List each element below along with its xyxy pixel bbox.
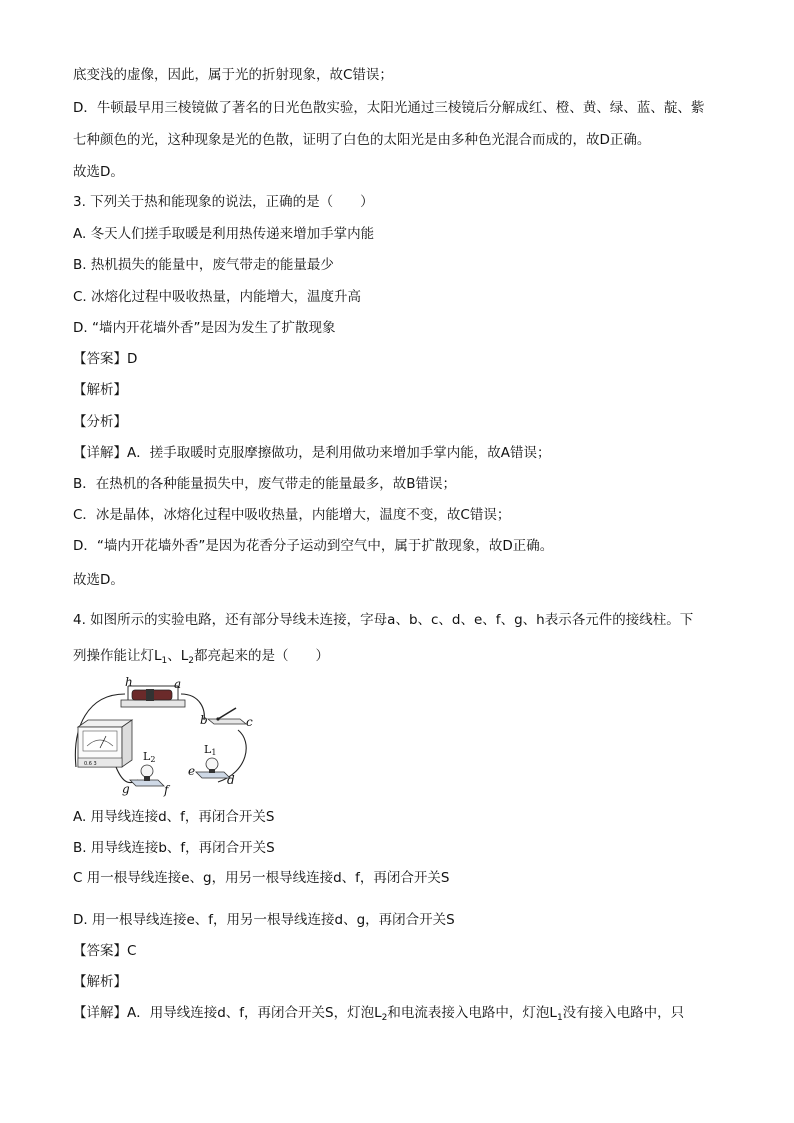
question-4-stem: 4. 如图所示的实验电路，还有部分导线未连接，字母a、b、c、d、e、f、g、h表示各元件的接线柱。下 xyxy=(73,612,694,628)
terminal-e-label: e xyxy=(188,764,196,778)
terminal-h-label: h xyxy=(125,675,133,689)
circuit-diagram xyxy=(68,672,268,797)
ammeter xyxy=(78,720,132,767)
text-line: D．牛顿最早用三棱镜做了著名的日光色散实验，太阳光通过三棱镜后分解成红、橙、黄、绿、蓝、靛、紫 xyxy=(73,100,705,116)
terminal-g-label: g xyxy=(122,782,130,796)
question-4-stem-line2: 列操作能让灯$L_1$、$L_2$都亮起来的是（ ） xyxy=(73,648,330,666)
option-b: B. 热机损失的能量中，废气带走的能量最少 xyxy=(73,257,334,273)
option-c: C. 冰熔化过程中吸收热量，内能增大，温度升高 xyxy=(73,289,362,305)
detail-line: 【详解】A．用导线连接d、f，再闭合开关S，灯泡$L_2$和电流表接入电路中，灯泡$L_1$没有接入电路中，只 xyxy=(73,1005,685,1023)
terminal-b-label: b xyxy=(200,713,208,727)
text-line: 七种颜色的光，这种现象是光的色散，证明了白色的太阳光是由多种色光混合而成的，故D正确。 xyxy=(73,132,651,148)
terminal-f-label: f xyxy=(164,783,169,797)
option-c: C 用一根导线连接e、g，用另一根导线连接d、f，再闭合开关S xyxy=(73,870,450,886)
terminal-a-label: a xyxy=(174,677,182,691)
terminal-c-label: c xyxy=(246,715,253,729)
option-d: D. 用一根导线连接e、f，用另一根导线连接d、g，再闭合开关S xyxy=(73,912,455,928)
option-b: B. 用导线连接b、f，再闭合开关S xyxy=(73,840,275,856)
analysis-sub-label: 【分析】 xyxy=(73,414,127,430)
text-line: 底变浅的虚像，因此，属于光的折射现象，故C错误； xyxy=(73,67,393,83)
bulb-l1 xyxy=(196,758,230,778)
l2-label: L2 xyxy=(143,750,156,764)
answer-label: 【答案】C xyxy=(73,943,137,959)
meter-scale: 0.6 3 xyxy=(84,761,97,767)
analysis-label: 【解析】 xyxy=(73,974,127,990)
detail-line: B．在热机的各种能量损失中，废气带走的能量最多，故B错误； xyxy=(73,476,457,492)
analysis-label: 【解析】 xyxy=(73,382,127,398)
option-a: A. 冬天人们搓手取暖是利用热传递来增加手掌内能 xyxy=(73,226,375,242)
option-d: D. “墙内开花墙外香”是因为发生了扩散现象 xyxy=(73,320,336,336)
detail-line: 【详解】A．搓手取暖时克服摩擦做功，是利用做功来增加手掌内能，故A错误； xyxy=(73,445,551,461)
option-a: A. 用导线连接d、f，再闭合开关S xyxy=(73,809,275,825)
switch-s xyxy=(208,708,246,724)
text-line: 故选D。 xyxy=(73,164,124,180)
bulb-l2 xyxy=(130,765,164,786)
l1-label: L1 xyxy=(204,743,217,757)
detail-line: C．冰是晶体，冰熔化过程中吸收热量，内能增大，温度不变，故C错误； xyxy=(73,507,511,523)
question-3-stem: 3. 下列关于热和能现象的说法，正确的是（ ） xyxy=(73,194,374,210)
terminal-d-label: d xyxy=(227,773,235,787)
detail-line: D．“墙内开花墙外香”是因为花香分子运动到空气中，属于扩散现象，故D正确。 xyxy=(73,538,554,554)
text-line: 故选D。 xyxy=(73,572,124,588)
answer-label: 【答案】D xyxy=(73,351,138,367)
